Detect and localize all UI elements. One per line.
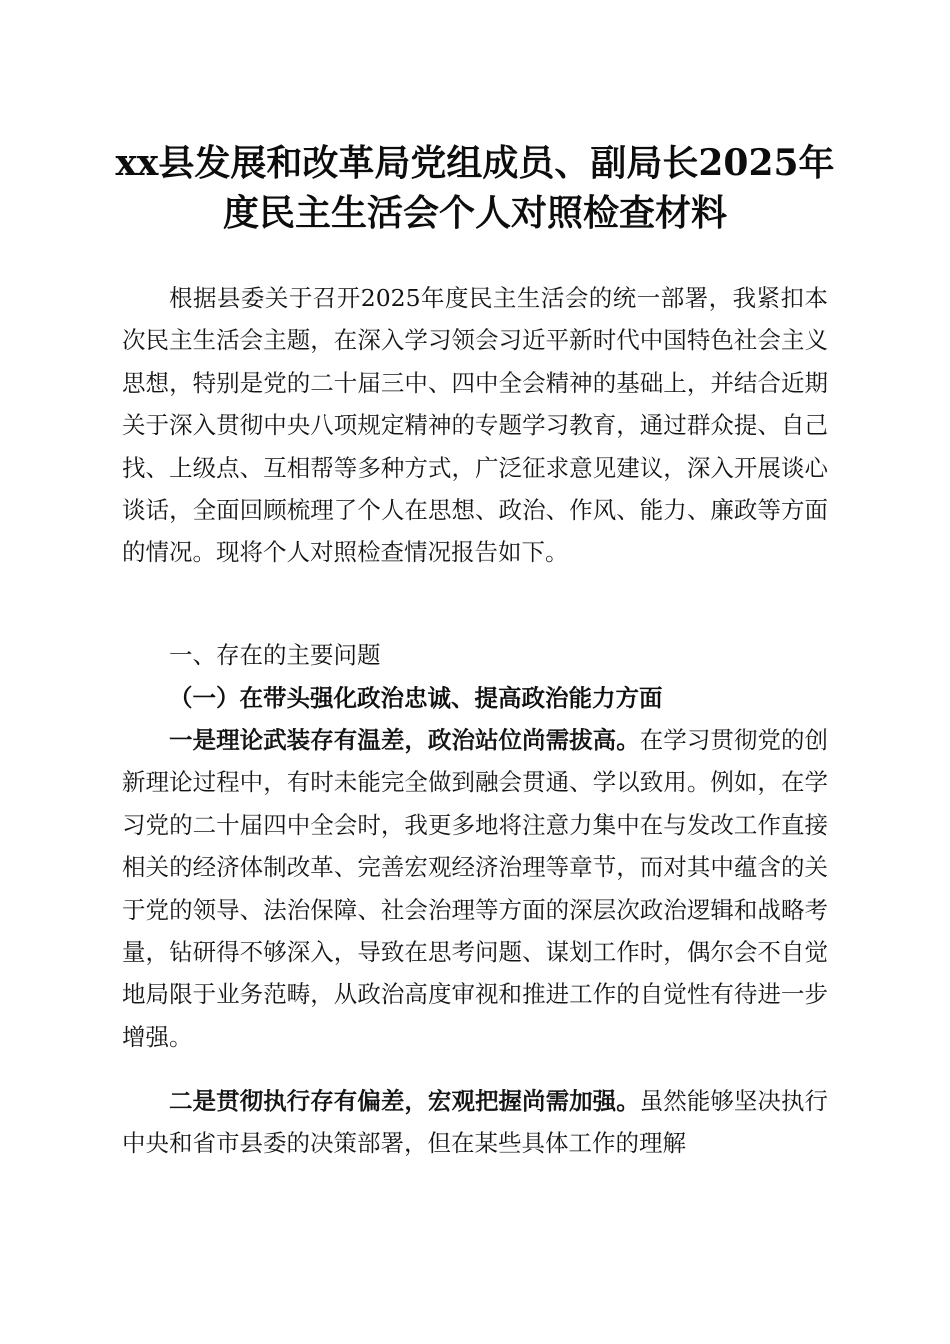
title-line-2: 度民主生活会个人对照检查材料 — [222, 192, 727, 234]
paragraph-body: 在学习贯彻党的创新理论过程中，有时未能完全做到融会贯通、学以致用。例如，在学习党的二十届四中全会时，我更多地将注意力集中在与发改工作直接相关的经济体制改革、完善宏观经济治理等章节，而对其中蕴含的关于党的领导、法治保障、社会治理等方面的深层次政治逻辑和战略考量，钻研得不够深入，导致在思考问题、谋划工作时，偶尔会不自觉地局限于业务范畴，从政治高度审视和推进工作的自觉性有待进一步增强。 — [122, 726, 829, 1051]
paragraph-lead: 一是理论武装存有温差，政治站位尚需拔高。 — [169, 726, 640, 754]
paragraph-lead: 二是贯彻执行存有偏差，宏观把握尚需加强。 — [169, 1087, 640, 1115]
paragraph-theory-study — [122, 719, 828, 1058]
paragraph-implementation — [122, 1080, 828, 1165]
section-heading-problems: 一、存在的主要问题 — [169, 641, 381, 669]
subsection-heading-political-loyalty: （一）在带头强化政治忠诚、提高政治能力方面 — [169, 684, 663, 712]
title-line-1: xx县发展和改革局党组成员、副局长2025年 — [115, 142, 835, 184]
document-title — [110, 138, 840, 238]
intro-paragraph: 根据县委关于召开2025年度民主生活会的统一部署，我紧扣本次民主生活会主题，在深入学习领会习近平新时代中国特色社会主义思想，特别是党的二十届三中、四中全会精神的基础上，并结合近期关于深入贯彻中央八项规定精神的专题学习教育，通过群众提、自己找、上级点、互相帮等多种方式，广泛征求意见建议，深入开展谈心谈话，全面回顾梳理了个人在思想、政治、作风、能力、廉政等方面的情况。现将个人对照检查情况报告如下。 — [122, 284, 828, 567]
paragraph-body: 虽然能够坚决执行中央和省市县委的决策部署，但在某些具体工作的理解 — [122, 1087, 829, 1158]
